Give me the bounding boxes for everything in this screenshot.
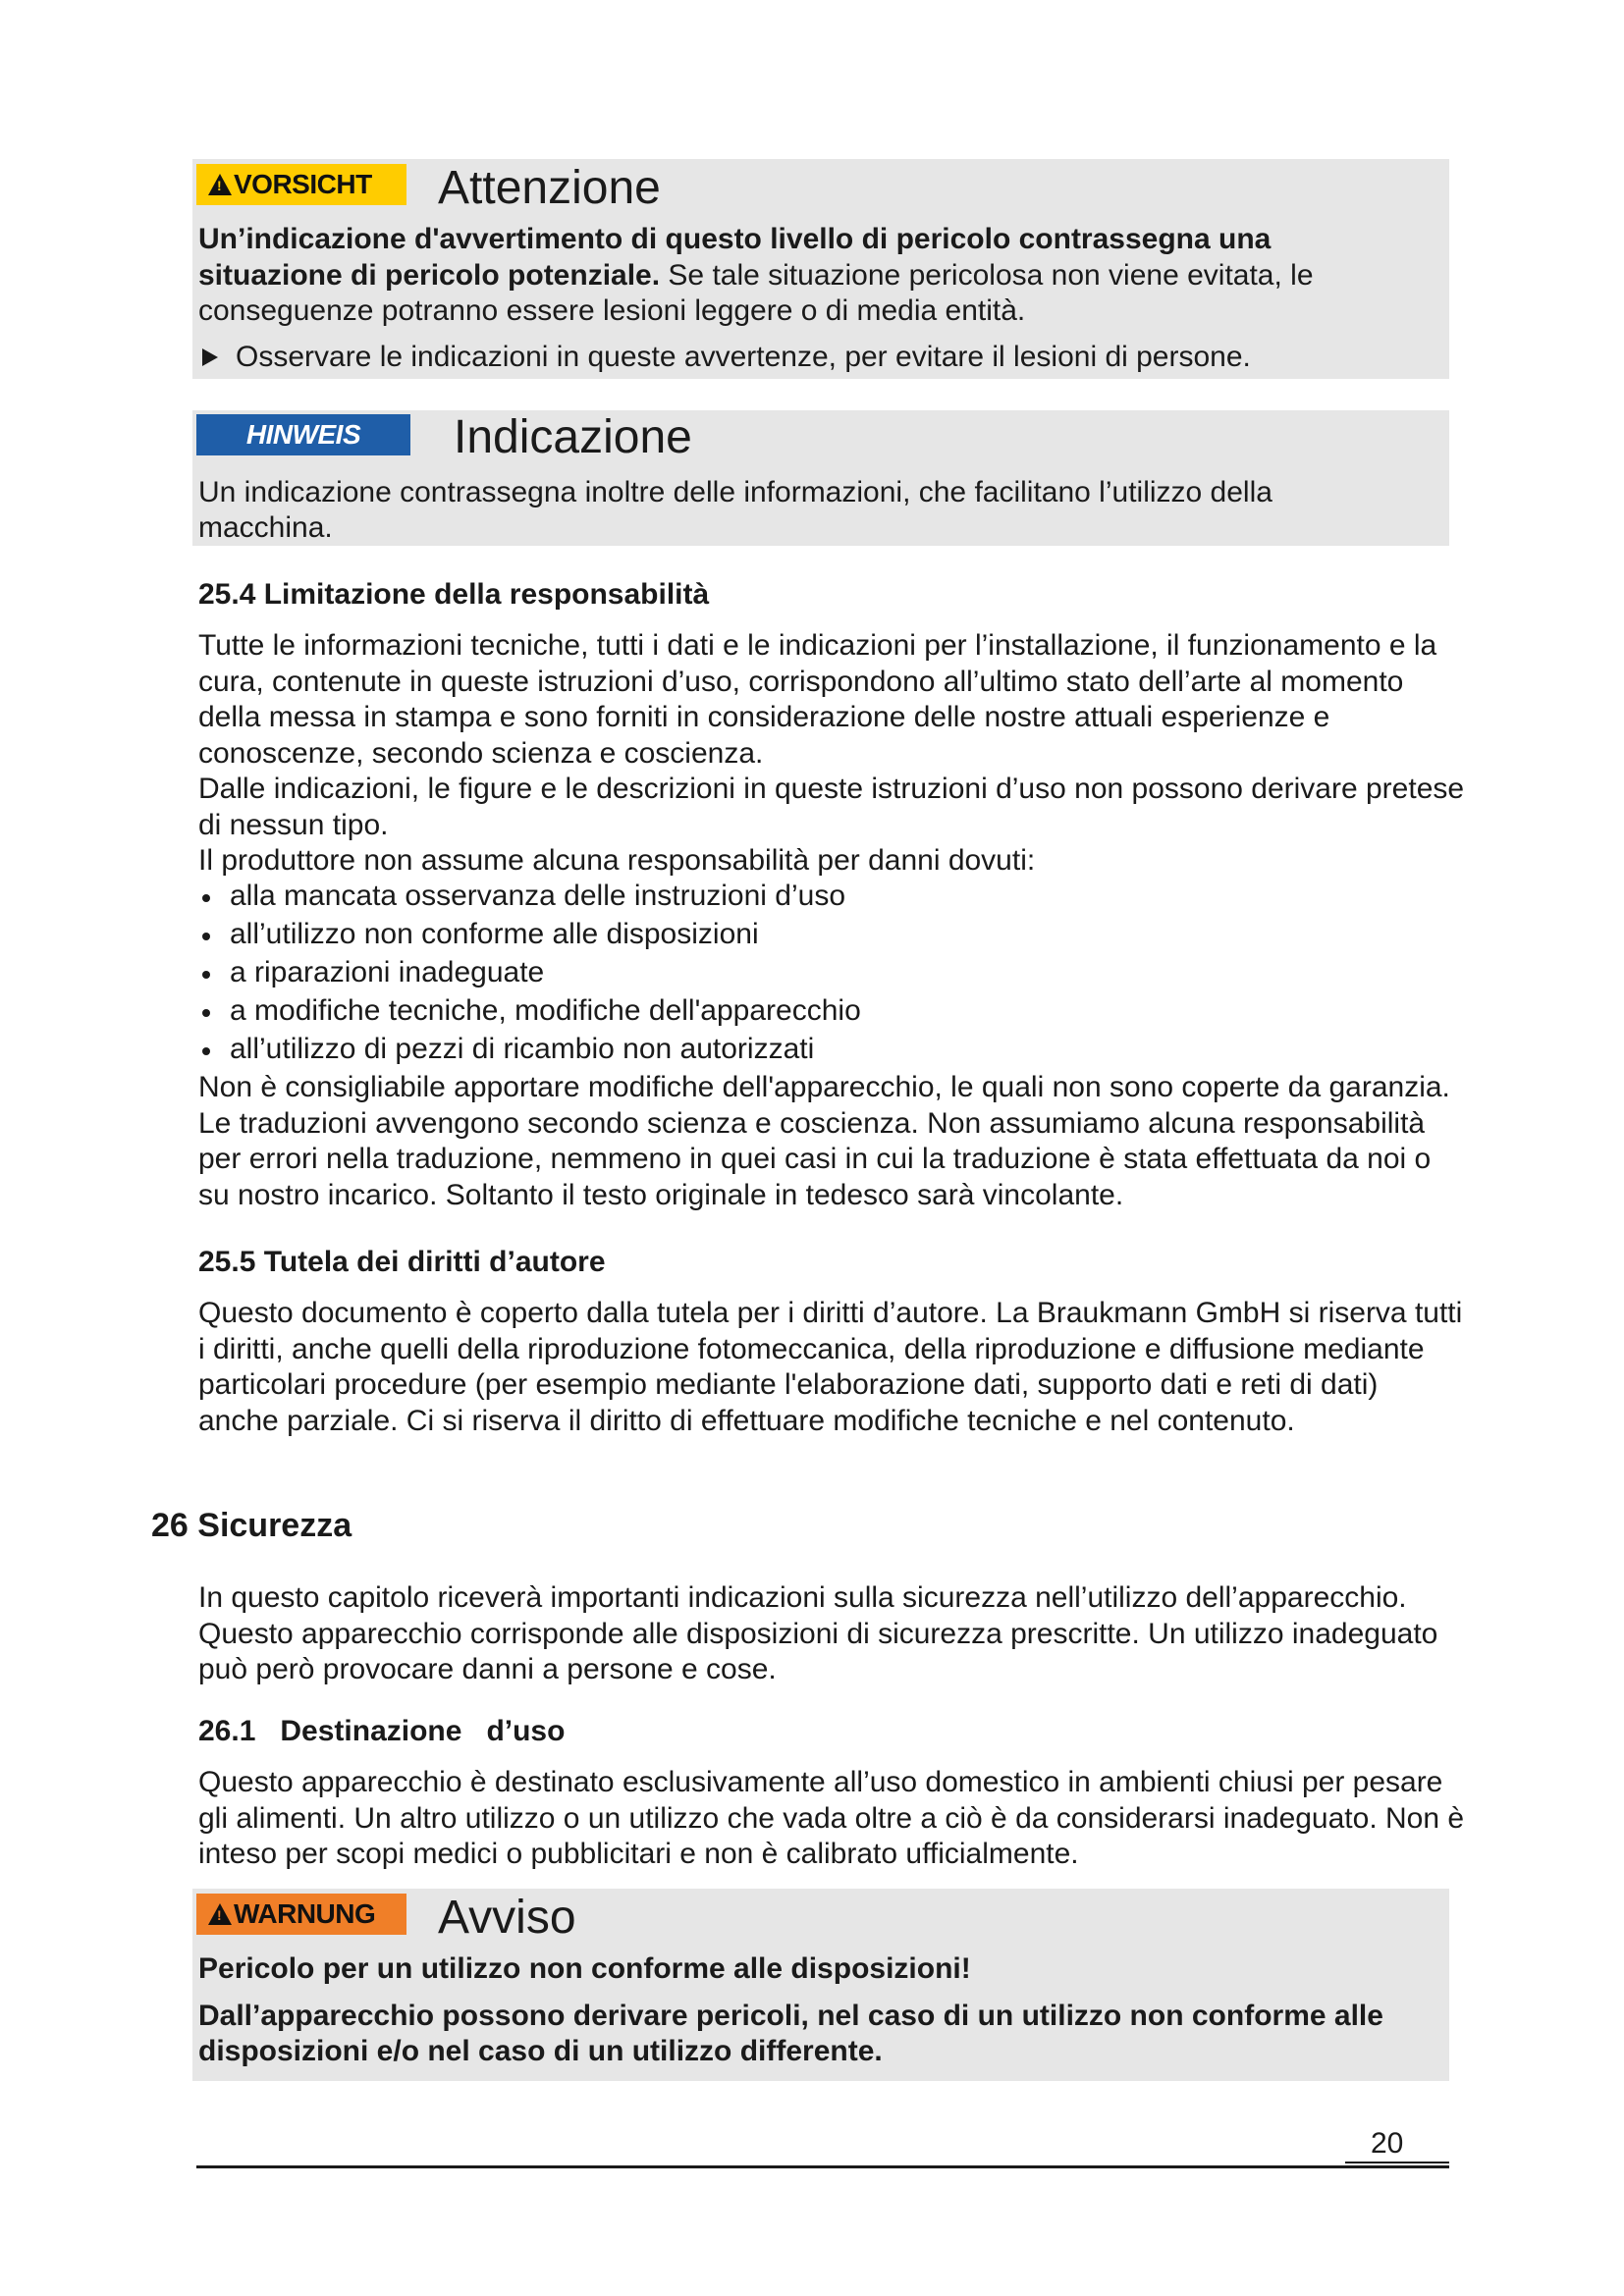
list-item: a modifiche tecniche, modifiche dell'apparecchio xyxy=(198,991,1465,1030)
notice-title: Indicazione xyxy=(454,411,692,463)
copyright-paragraph: Questo documento è coperto dalla tutela per i diritti d’autore. La Braukmann GmbH si riserva tutti i diritti, anche quelli della riproduzione fotomeccanica, della riproduzione e diffusione mediante particolari procedure (per esempio mediante l'elaborazione dati, supporto dati e reti di dati) anche parziale. Ci si riserva il diritto di effettuare modifiche tecniche e nel contenuto. xyxy=(198,1297,1463,1437)
liability-paragraph-4: Non è consigliabile apportare modifiche dell'apparecchio, le quali non sono coperte da garanzia. Le traduzioni avvengono secondo scienza e coscienza. Non assumiamo alcuna responsabilità per errori nella traduzione, nemmeno in quei casi in cui la traduzione è stata effettuata da noi o su nostro incarico. Soltanto il testo originale in tedesco sarà vincolante. xyxy=(198,1071,1450,1211)
warning-triangle-icon xyxy=(208,174,232,195)
caution-body xyxy=(198,222,1416,330)
notice-text: Un indicazione contrassegna inoltre delle informazioni, che facilitano l’utilizzo della macchina. xyxy=(198,476,1272,544)
safety-paragraph: In questo capitolo riceverà importanti indicazioni sulla sicurezza nell’utilizzo dell’apparecchio. Questo apparecchio corrisponde alle disposizioni di sicurezza prescritte. Un utilizzo inadeguato può però provocare danni a persone e cose. xyxy=(198,1581,1438,1685)
warning-badge-label: WARNUNG xyxy=(234,1898,376,1929)
page-number: 20 xyxy=(1371,2127,1404,2160)
warning-bold-line-1: Pericolo per un utilizzo non conforme alle disposizioni! xyxy=(198,1952,971,1985)
notice-box xyxy=(192,410,1449,546)
liability-paragraph-2: Dalle indicazioni, le figure e le descrizioni in queste istruzioni d’uso non possono derivare pretese di nessun tipo. xyxy=(198,773,1465,841)
caution-text: Se tale situazione pericolosa non viene evitata, le conseguenze potranno essere lesioni leggere o di media entità. xyxy=(198,258,1314,327)
section-heading-26-1: 26.1 Destinazione d’uso xyxy=(198,1715,566,1747)
caution-instruction-text: Osservare le indicazioni in queste avvertenze, per evitare il lesioni di persone. xyxy=(236,341,1251,373)
caution-badge xyxy=(196,164,406,205)
caution-box xyxy=(192,159,1449,379)
caution-title: Attenzione xyxy=(438,162,661,214)
section-heading-25-5: 25.5 Tutela dei diritti d’autore xyxy=(198,1246,606,1278)
warning-title: Avviso xyxy=(438,1892,576,1944)
chapter-heading-26: 26 Sicurezza xyxy=(151,1507,352,1544)
list-item: all’utilizzo di pezzi di ricambio non autorizzati xyxy=(198,1030,1465,1068)
footer-divider xyxy=(196,2165,1449,2168)
list-item: alla mancata osservanza delle instruzioni d’uso xyxy=(198,877,1465,915)
liability-bullet-list xyxy=(198,877,1465,1068)
section-heading-25-4: 25.4 Limitazione della responsabilità xyxy=(198,578,710,611)
arrow-right-icon xyxy=(202,348,218,366)
caution-badge-label: VORSICHT xyxy=(234,169,372,199)
list-item: all’utilizzo non conforme alle disposizioni xyxy=(198,915,1465,953)
list-item: a riparazioni inadeguate xyxy=(198,953,1465,991)
liability-paragraph-1: Tutte le informazioni tecniche, tutti i dati e le indicazioni per l’installazione, il funzionamento e la cura, contenute in queste istruzioni d’uso, corrispondono all’ultimo stato dell’arte al momento della messa in stampa e sono forniti in considerazione delle nostre attuali esperienze e conoscenze, secondo scienza e coscienza. xyxy=(198,629,1437,770)
caution-instruction xyxy=(198,340,1453,375)
warning-triangle-icon xyxy=(208,1903,232,1925)
intended-use-paragraph: Questo apparecchio è destinato esclusivamente all’uso domestico in ambienti chiusi per pesare gli alimenti. Un altro utilizzo o un utilizzo che vada oltre a ciò è da considerarsi inadeguato. Non è inteso per scopi medici o pubblicitari e non è calibrato ufficialmente. xyxy=(198,1766,1465,1870)
warning-bold-line-2: Dall’apparecchio possono derivare pericoli, nel caso di un utilizzo non conforme alle disposizioni e/o nel caso di un utilizzo differente. xyxy=(198,2000,1383,2067)
warning-box xyxy=(192,1889,1449,2081)
warning-badge xyxy=(196,1894,406,1935)
caution-bold-text: Un’indicazione d'avvertimento di questo livello di pericolo contrassegna una situazione di pericolo potenziale. xyxy=(198,223,1272,292)
notice-badge: HINWEIS xyxy=(196,414,410,455)
liability-paragraph-3: Il produttore non assume alcuna responsabilità per danni dovuti: xyxy=(198,844,1036,877)
footer-divider-short xyxy=(1345,2162,1449,2163)
